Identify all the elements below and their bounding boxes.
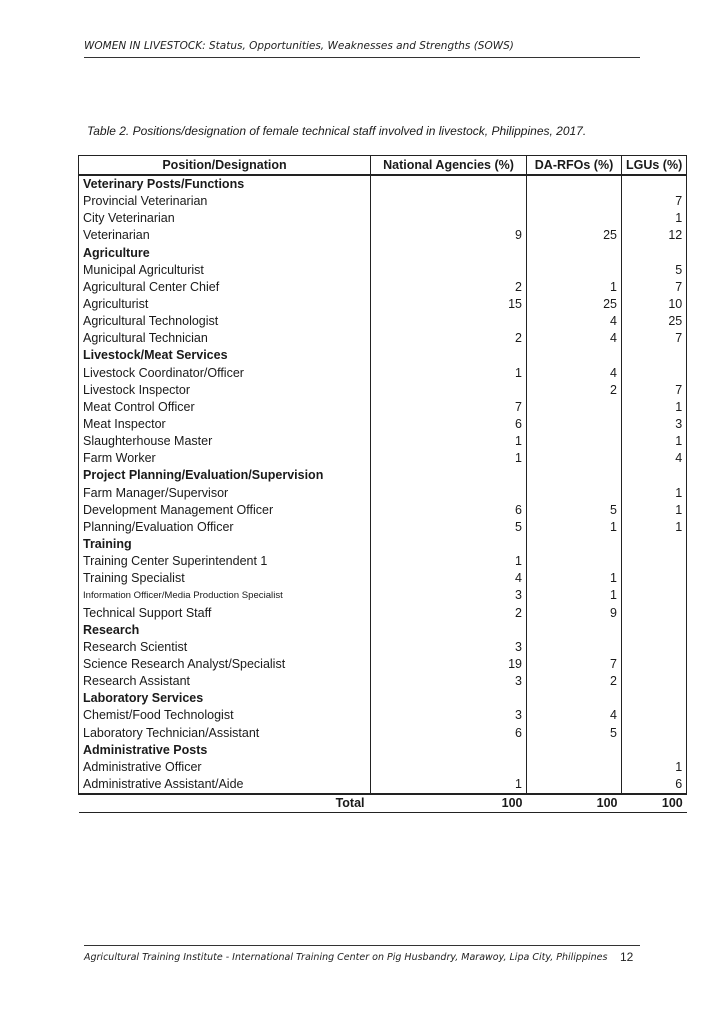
position-label: Development Management Officer bbox=[79, 502, 371, 519]
table-row bbox=[79, 759, 687, 776]
national-agencies-value bbox=[371, 759, 527, 776]
lgus-value bbox=[622, 622, 687, 639]
national-agencies-value: 2 bbox=[371, 279, 527, 296]
category-label: Research bbox=[79, 622, 371, 639]
category-row bbox=[79, 175, 687, 193]
national-agencies-value: 7 bbox=[371, 399, 527, 416]
da-rfos-value bbox=[527, 553, 622, 570]
total-row bbox=[79, 794, 687, 813]
national-agencies-value: 4 bbox=[371, 570, 527, 587]
lgus-value: 3 bbox=[622, 416, 687, 433]
table-header-row bbox=[79, 156, 687, 176]
total-label: Total bbox=[79, 794, 371, 813]
da-rfos-value bbox=[527, 485, 622, 502]
da-rfos-value bbox=[527, 399, 622, 416]
national-agencies-value: 1 bbox=[371, 776, 527, 794]
position-label: Agriculturist bbox=[79, 296, 371, 313]
table-row bbox=[79, 776, 687, 794]
position-label: Training Center Superintendent 1 bbox=[79, 553, 371, 570]
category-label: Veterinary Posts/Functions bbox=[79, 175, 371, 193]
position-label: Planning/Evaluation Officer bbox=[79, 519, 371, 536]
national-agencies-value bbox=[371, 245, 527, 262]
national-agencies-value bbox=[371, 467, 527, 484]
national-agencies-value bbox=[371, 210, 527, 227]
total-national-agencies: 100 bbox=[371, 794, 527, 813]
table-row bbox=[79, 570, 687, 587]
da-rfos-value: 2 bbox=[527, 673, 622, 690]
position-label: Training Specialist bbox=[79, 570, 371, 587]
table-row bbox=[79, 330, 687, 347]
header-rule bbox=[84, 57, 640, 58]
da-rfos-value: 4 bbox=[527, 707, 622, 724]
category-row bbox=[79, 347, 687, 364]
lgus-value bbox=[622, 639, 687, 656]
lgus-value: 25 bbox=[622, 313, 687, 330]
lgus-value: 5 bbox=[622, 262, 687, 279]
national-agencies-value: 9 bbox=[371, 227, 527, 244]
da-rfos-value: 1 bbox=[527, 279, 622, 296]
national-agencies-value: 3 bbox=[371, 587, 527, 604]
national-agencies-value bbox=[371, 262, 527, 279]
table-row bbox=[79, 227, 687, 244]
lgus-value: 7 bbox=[622, 330, 687, 347]
lgus-value bbox=[622, 175, 687, 193]
lgus-value bbox=[622, 570, 687, 587]
footer-text: Agricultural Training Institute - International Training Center on Pig Husbandry, Marawoy, Lipa City, Philippines bbox=[84, 952, 608, 963]
da-rfos-value bbox=[527, 536, 622, 553]
lgus-value bbox=[622, 245, 687, 262]
table-row bbox=[79, 519, 687, 536]
lgus-value: 7 bbox=[622, 193, 687, 210]
position-label: Municipal Agriculturist bbox=[79, 262, 371, 279]
lgus-value bbox=[622, 742, 687, 759]
table-row bbox=[79, 262, 687, 279]
category-row bbox=[79, 622, 687, 639]
national-agencies-value: 3 bbox=[371, 673, 527, 690]
positions-table bbox=[78, 155, 687, 813]
position-label: Meat Inspector bbox=[79, 416, 371, 433]
category-label: Training bbox=[79, 536, 371, 553]
lgus-value: 7 bbox=[622, 382, 687, 399]
category-row bbox=[79, 742, 687, 759]
da-rfos-value: 1 bbox=[527, 519, 622, 536]
total-da-rfos: 100 bbox=[527, 794, 622, 813]
national-agencies-value: 15 bbox=[371, 296, 527, 313]
position-label: Agricultural Technician bbox=[79, 330, 371, 347]
table-row bbox=[79, 485, 687, 502]
table-row bbox=[79, 450, 687, 467]
table-row bbox=[79, 673, 687, 690]
da-rfos-value bbox=[527, 416, 622, 433]
da-rfos-value bbox=[527, 759, 622, 776]
position-label: Livestock Inspector bbox=[79, 382, 371, 399]
national-agencies-value: 6 bbox=[371, 502, 527, 519]
national-agencies-value bbox=[371, 622, 527, 639]
da-rfos-value: 2 bbox=[527, 382, 622, 399]
lgus-value bbox=[622, 467, 687, 484]
column-header-da-rfos: DA-RFOs (%) bbox=[527, 156, 622, 176]
lgus-value: 1 bbox=[622, 502, 687, 519]
running-header: WOMEN IN LIVESTOCK: Status, Opportunities, Weaknesses and Strengths (SOWS) bbox=[84, 40, 514, 52]
position-label: Research Assistant bbox=[79, 673, 371, 690]
da-rfos-value: 1 bbox=[527, 570, 622, 587]
lgus-value: 6 bbox=[622, 776, 687, 794]
national-agencies-value bbox=[371, 485, 527, 502]
da-rfos-value bbox=[527, 639, 622, 656]
national-agencies-value bbox=[371, 313, 527, 330]
da-rfos-value bbox=[527, 467, 622, 484]
table-row bbox=[79, 587, 687, 604]
national-agencies-value: 3 bbox=[371, 639, 527, 656]
category-row bbox=[79, 467, 687, 484]
national-agencies-value: 5 bbox=[371, 519, 527, 536]
lgus-value bbox=[622, 673, 687, 690]
category-label: Laboratory Services bbox=[79, 690, 371, 707]
lgus-value: 12 bbox=[622, 227, 687, 244]
position-label: Chemist/Food Technologist bbox=[79, 707, 371, 724]
national-agencies-value: 1 bbox=[371, 553, 527, 570]
national-agencies-value bbox=[371, 175, 527, 193]
da-rfos-value: 25 bbox=[527, 227, 622, 244]
table-row bbox=[79, 656, 687, 673]
lgus-value bbox=[622, 553, 687, 570]
column-header-lgus: LGUs (%) bbox=[622, 156, 687, 176]
table-row bbox=[79, 382, 687, 399]
position-label: Agricultural Center Chief bbox=[79, 279, 371, 296]
lgus-value bbox=[622, 725, 687, 742]
da-rfos-value bbox=[527, 175, 622, 193]
da-rfos-value: 9 bbox=[527, 605, 622, 622]
da-rfos-value bbox=[527, 776, 622, 794]
position-label: Information Officer/Media Production Specialist bbox=[79, 587, 371, 604]
table-row bbox=[79, 365, 687, 382]
page-number: 12 bbox=[620, 950, 634, 964]
category-label: Agriculture bbox=[79, 245, 371, 262]
table-row bbox=[79, 725, 687, 742]
category-row bbox=[79, 536, 687, 553]
national-agencies-value: 6 bbox=[371, 725, 527, 742]
position-label: Laboratory Technician/Assistant bbox=[79, 725, 371, 742]
position-label: Agricultural Technologist bbox=[79, 313, 371, 330]
da-rfos-value bbox=[527, 210, 622, 227]
da-rfos-value bbox=[527, 742, 622, 759]
da-rfos-value: 5 bbox=[527, 502, 622, 519]
national-agencies-value bbox=[371, 690, 527, 707]
lgus-value: 1 bbox=[622, 485, 687, 502]
national-agencies-value bbox=[371, 193, 527, 210]
position-label: Farm Worker bbox=[79, 450, 371, 467]
national-agencies-value: 1 bbox=[371, 433, 527, 450]
da-rfos-value bbox=[527, 690, 622, 707]
national-agencies-value bbox=[371, 382, 527, 399]
lgus-value: 1 bbox=[622, 759, 687, 776]
column-header-position: Position/Designation bbox=[79, 156, 371, 176]
table-body bbox=[79, 175, 687, 794]
column-header-national-agencies: National Agencies (%) bbox=[371, 156, 527, 176]
national-agencies-value: 2 bbox=[371, 330, 527, 347]
category-row bbox=[79, 245, 687, 262]
national-agencies-value bbox=[371, 536, 527, 553]
lgus-value bbox=[622, 536, 687, 553]
da-rfos-value: 4 bbox=[527, 313, 622, 330]
position-label: Research Scientist bbox=[79, 639, 371, 656]
table-row bbox=[79, 707, 687, 724]
lgus-value bbox=[622, 707, 687, 724]
table-row bbox=[79, 296, 687, 313]
lgus-value bbox=[622, 365, 687, 382]
category-row bbox=[79, 690, 687, 707]
lgus-value bbox=[622, 656, 687, 673]
table-row bbox=[79, 553, 687, 570]
national-agencies-value: 6 bbox=[371, 416, 527, 433]
da-rfos-value bbox=[527, 193, 622, 210]
da-rfos-value bbox=[527, 450, 622, 467]
da-rfos-value: 4 bbox=[527, 330, 622, 347]
national-agencies-value: 19 bbox=[371, 656, 527, 673]
lgus-value bbox=[622, 690, 687, 707]
category-label: Administrative Posts bbox=[79, 742, 371, 759]
table-row bbox=[79, 193, 687, 210]
da-rfos-value: 1 bbox=[527, 587, 622, 604]
da-rfos-value: 7 bbox=[527, 656, 622, 673]
da-rfos-value: 25 bbox=[527, 296, 622, 313]
category-label: Project Planning/Evaluation/Supervision bbox=[79, 467, 371, 484]
lgus-value bbox=[622, 347, 687, 364]
national-agencies-value: 1 bbox=[371, 365, 527, 382]
lgus-value: 1 bbox=[622, 433, 687, 450]
position-label: Meat Control Officer bbox=[79, 399, 371, 416]
position-label: Science Research Analyst/Specialist bbox=[79, 656, 371, 673]
national-agencies-value: 1 bbox=[371, 450, 527, 467]
table-row bbox=[79, 639, 687, 656]
footer-rule bbox=[84, 945, 640, 946]
lgus-value: 4 bbox=[622, 450, 687, 467]
da-rfos-value: 4 bbox=[527, 365, 622, 382]
lgus-value: 7 bbox=[622, 279, 687, 296]
da-rfos-value bbox=[527, 245, 622, 262]
total-lgus: 100 bbox=[622, 794, 687, 813]
category-label: Livestock/Meat Services bbox=[79, 347, 371, 364]
table-row bbox=[79, 313, 687, 330]
position-label: Veterinarian bbox=[79, 227, 371, 244]
da-rfos-value bbox=[527, 622, 622, 639]
da-rfos-value bbox=[527, 262, 622, 279]
table-row bbox=[79, 279, 687, 296]
table-row bbox=[79, 605, 687, 622]
lgus-value: 1 bbox=[622, 210, 687, 227]
position-label: Livestock Coordinator/Officer bbox=[79, 365, 371, 382]
position-label: Slaughterhouse Master bbox=[79, 433, 371, 450]
lgus-value: 1 bbox=[622, 519, 687, 536]
position-label: Administrative Assistant/Aide bbox=[79, 776, 371, 794]
da-rfos-value bbox=[527, 433, 622, 450]
lgus-value bbox=[622, 587, 687, 604]
national-agencies-value bbox=[371, 742, 527, 759]
position-label: Farm Manager/Supervisor bbox=[79, 485, 371, 502]
national-agencies-value bbox=[371, 347, 527, 364]
table-row bbox=[79, 416, 687, 433]
national-agencies-value: 3 bbox=[371, 707, 527, 724]
position-label: Provincial Veterinarian bbox=[79, 193, 371, 210]
lgus-value: 1 bbox=[622, 399, 687, 416]
table-row bbox=[79, 210, 687, 227]
lgus-value bbox=[622, 605, 687, 622]
lgus-value: 10 bbox=[622, 296, 687, 313]
position-label: City Veterinarian bbox=[79, 210, 371, 227]
table-row bbox=[79, 399, 687, 416]
table-row bbox=[79, 502, 687, 519]
national-agencies-value: 2 bbox=[371, 605, 527, 622]
position-label: Administrative Officer bbox=[79, 759, 371, 776]
table-row bbox=[79, 433, 687, 450]
table-caption: Table 2. Positions/designation of female technical staff involved in livestock, Philippines, 2017. bbox=[87, 124, 587, 138]
position-label: Technical Support Staff bbox=[79, 605, 371, 622]
da-rfos-value: 5 bbox=[527, 725, 622, 742]
da-rfos-value bbox=[527, 347, 622, 364]
